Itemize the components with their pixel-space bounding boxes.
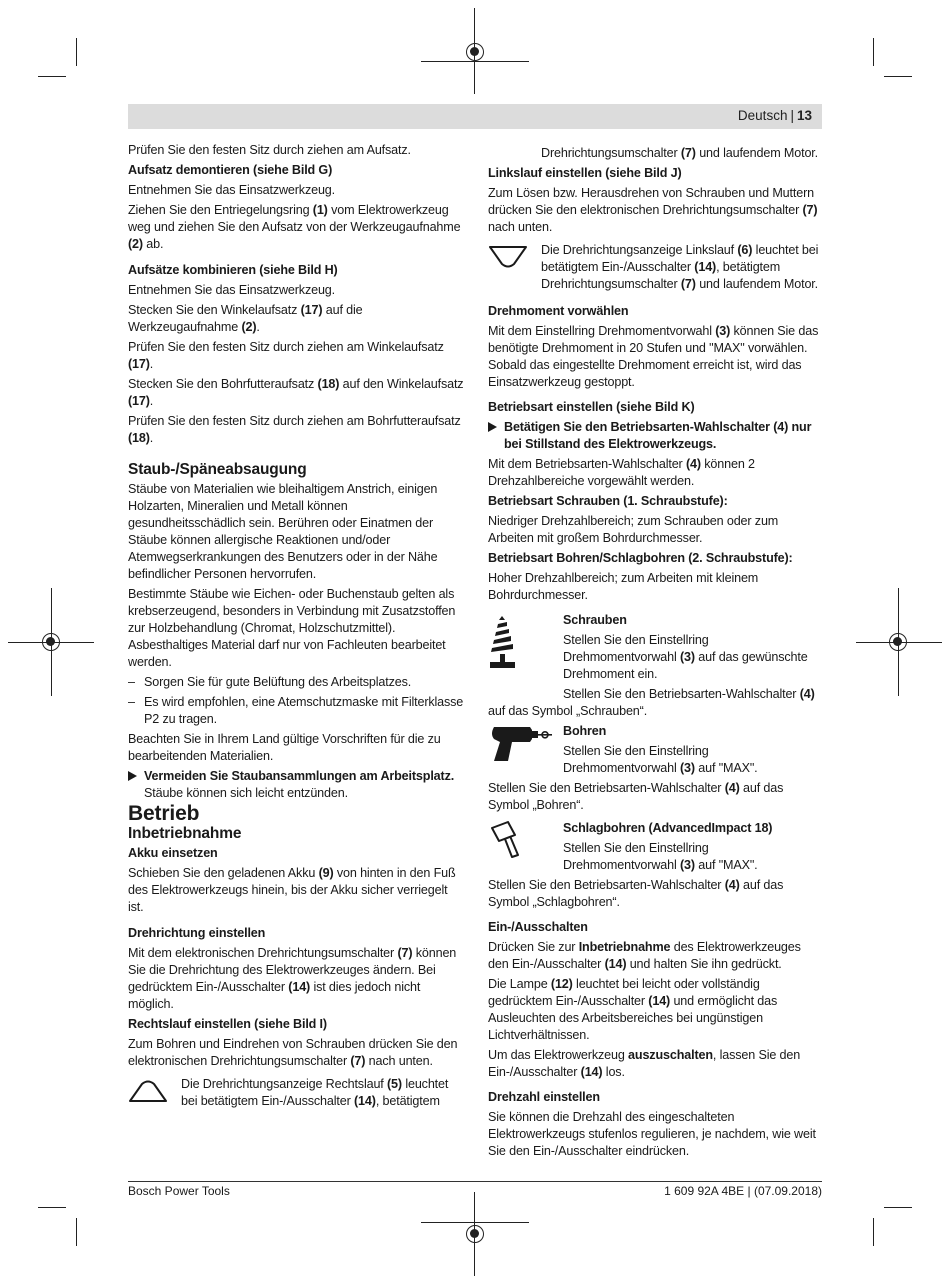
- section-heading: Drehzahl einstellen: [488, 1090, 600, 1104]
- subheading: Schlagbohren (AdvancedImpact 18): [563, 821, 773, 835]
- crop-mark: [76, 38, 77, 66]
- section-heading: Rechtslauf einstellen (siehe Bild I): [128, 1017, 327, 1031]
- paragraph: Stellen Sie den Einstellring Drehmomentvorwahl (3) auf "MAX".: [563, 744, 758, 775]
- paragraph: Die Drehrichtungsanzeige Linkslauf (6) leuchtet bei betätigtem Ein-/Ausschalter (14), betätigtem Drehrichtungsumschalter (7) und laufendem Motor.: [541, 243, 819, 291]
- section-heading: Inbetriebnahme: [128, 825, 242, 842]
- paragraph: Um das Elektrowerkzeug auszuschalten, lassen Sie den Ein-/Ausschalter (14) los.: [488, 1048, 801, 1079]
- paragraph: Stellen Sie den Betriebsarten-Wahlschalter (4): [563, 687, 815, 701]
- section-heading: Aufsatz demontieren (siehe Bild G): [128, 163, 333, 177]
- registration-mark-bottom: [466, 1225, 484, 1243]
- paragraph: Drehrichtungsumschalter (7) und laufendem Motor.: [541, 146, 819, 160]
- paragraph: Mit dem elektronischen Drehrichtungsumschalter (7) können Sie die Drehrichtung des Elektrowerkzeuges ändern. Bei gedrücktem Ein-/Ausschalter (14) ist dies jedoch nicht möglich.: [128, 946, 457, 1011]
- section-heading: Staub-/Späneabsaugung: [128, 461, 307, 478]
- paragraph: Hoher Drehzahlbereich; zum Arbeiten mit kleinem Bohrdurchmesser.: [488, 571, 759, 602]
- arrow-bullet-icon: [488, 422, 497, 432]
- left-column: [128, 142, 464, 1113]
- paragraph: Entnehmen Sie das Einsatzwerkzeug.: [128, 283, 336, 297]
- screw-mode-icon: [488, 614, 518, 675]
- subheading: Bohren: [563, 724, 607, 738]
- footer-rule: [128, 1181, 822, 1182]
- paragraph: Ziehen Sie den Entriegelungsring (1) vom Elektrowerkzeug weg und ziehen Sie den Aufsatz von der Werkzeugaufnahme (2) ab.: [128, 203, 461, 251]
- paragraph: auf das Symbol „Schrauben“.: [488, 704, 648, 718]
- warning-item: Betätigen Sie den Betriebsarten-Wahlschalter (4) nur bei Stillstand des Elektrowerkzeugs.: [488, 419, 822, 453]
- paragraph: Stellen Sie den Einstellring Drehmomentvorwahl (3) auf das gewünschte Drehmoment ein.: [563, 633, 808, 681]
- paragraph: Schieben Sie den geladenen Akku (9) von hinten in den Fuß des Elektrowerkzeugs hinein, bis der Akku sicher verriegelt ist.: [128, 866, 456, 914]
- section-heading: Aufsätze kombinieren (siehe Bild H): [128, 263, 338, 277]
- paragraph: Prüfen Sie den festen Sitz durch ziehen am Winkelaufsatz (17).: [128, 340, 444, 371]
- paragraph: Niedriger Drehzahlbereich; zum Schrauben oder zum Arbeiten mit großem Bohrdurchmesser.: [488, 514, 779, 545]
- registration-line: [421, 1222, 529, 1223]
- paragraph: Zum Bohren und Eindrehen von Schrauben drücken Sie den elektronischen Drehrichtungsumschalter (7) nach unten.: [128, 1037, 458, 1068]
- subheading: Betriebsart Bohren/Schlagbohren (2. Schraubstufe):: [488, 551, 793, 565]
- subheading: Schrauben: [563, 613, 627, 627]
- section-heading: Linkslauf einstellen (siehe Bild J): [488, 166, 682, 180]
- list-item: – Sorgen Sie für gute Belüftung des Arbeitsplatzes.: [128, 674, 464, 691]
- paragraph: Stecken Sie den Bohrfutteraufsatz (18) auf den Winkelaufsatz (17).: [128, 377, 464, 408]
- warning-item: Vermeiden Sie Staubansammlungen am Arbeitsplatz. Stäube können sich leicht entzünden.: [128, 768, 464, 802]
- section-heading: Ein-/Ausschalten: [488, 920, 588, 934]
- left-rotation-indicator-icon: [488, 244, 528, 275]
- header-language: Deutsch: [737, 108, 788, 123]
- section-heading: Drehrichtung einstellen: [128, 926, 266, 940]
- arrow-bullet-icon: [128, 771, 137, 781]
- paragraph: Mit dem Einstellring Drehmomentvorwahl (3) können Sie das benötigte Drehmoment in 20 Stufen und "MAX" vorwählen. Sobald das eingestellte Drehmoment erreicht ist, wird das Einsatzwerkzeug gestoppt.: [488, 324, 819, 389]
- right-rotation-indicator-icon: [128, 1080, 168, 1109]
- crop-mark: [884, 76, 912, 77]
- mode-screw-block: [488, 612, 822, 683]
- indicator-row: [488, 242, 822, 293]
- section-heading: Drehmoment vorwählen: [488, 304, 629, 318]
- paragraph: Die Drehrichtungsanzeige Rechtslauf (5) leuchtet bei betätigtem Ein-/Ausschalter (14), betätigtem: [181, 1077, 449, 1108]
- section-heading: Akku einsetzen: [128, 846, 218, 860]
- paragraph: Stellen Sie den Betriebsarten-Wahlschalter (4) auf das Symbol „Schlagbohren“.: [488, 878, 784, 909]
- paragraph: Die Lampe (12) leuchtet bei leicht oder vollständig gedrücktem Ein-/Ausschalter (14) und ermöglicht das Ausleuchten des Arbeitsbereiches bei ungünstigen Lichtverhältnissen.: [488, 977, 778, 1042]
- hammer-drill-mode-icon: [488, 820, 524, 867]
- subheading: Betriebsart Schrauben (1. Schraubstufe):: [488, 494, 728, 508]
- mode-drill-block: [488, 723, 822, 777]
- crop-mark: [873, 38, 874, 66]
- paragraph: Stecken Sie den Winkelaufsatz (17) auf die Werkzeugaufnahme (2).: [128, 303, 363, 334]
- footer-brand: Bosch Power Tools: [128, 1184, 230, 1198]
- header-text: Deutsch | 13: [737, 108, 812, 123]
- paragraph: Stellen Sie den Betriebsarten-Wahlschalter (4) auf das Symbol „Bohren“.: [488, 781, 784, 812]
- paragraph: Prüfen Sie den festen Sitz durch ziehen am Aufsatz.: [128, 143, 411, 157]
- crop-mark: [76, 1218, 77, 1246]
- registration-mark-right: [889, 633, 907, 651]
- paragraph: Stellen Sie den Einstellring Drehmomentvorwahl (3) auf "MAX".: [563, 841, 758, 872]
- right-column: [488, 145, 822, 1163]
- paragraph: Entnehmen Sie das Einsatzwerkzeug.: [128, 183, 336, 197]
- crop-mark: [38, 76, 66, 77]
- crop-mark: [873, 1218, 874, 1246]
- page-header: [128, 104, 822, 129]
- registration-mark-top: [466, 43, 484, 61]
- list-item: – Es wird empfohlen, eine Atemschutzmaske mit Filterklasse P2 zu tragen.: [128, 694, 464, 728]
- paragraph: Stäube von Materialien wie bleihaltigem Anstrich, einigen Holzarten, Mineralien und Metall können gesundheitsschädlich sein. Berühren oder Einatmen der Stäube können allergische Reaktionen und/oder Atemwegserkrankungen des Benutzers oder in der Nähe befindlicher Personen hervorrufen.: [128, 482, 438, 581]
- page-number: 13: [796, 108, 812, 123]
- crop-mark: [38, 1207, 66, 1208]
- registration-line: [421, 61, 529, 62]
- paragraph: Mit dem Betriebsarten-Wahlschalter (4) können 2 Drehzahlbereiche vorgewählt werden.: [488, 457, 755, 488]
- paragraph: Zum Lösen bzw. Herausdrehen von Schrauben und Muttern drücken Sie den elektronischen Drehrichtungsumschalter (7) nach unten.: [488, 186, 818, 234]
- paragraph: Beachten Sie in Ihrem Land gültige Vorschriften für die zu bearbeitenden Materialien.: [128, 732, 441, 763]
- registration-mark-left: [42, 633, 60, 651]
- drill-mode-icon: [488, 725, 554, 768]
- paragraph: Prüfen Sie den festen Sitz durch ziehen am Bohrfutteraufsatz (18).: [128, 414, 461, 445]
- paragraph: Bestimmte Stäube wie Eichen- oder Buchenstaub gelten als krebserzeugend, besonders in Verbindung mit Zusatzstoffen zur Holzbehandlung (Chromat, Holzschutzmittel). Asbesthaltiges Material darf nur von Fachleuten bearbeitet werden.: [128, 587, 456, 669]
- paragraph: Sie können die Drehzahl des eingeschalteten Elektrowerkzeugs stufenlos regulieren, je nachdem, wie weit Sie den Ein-/Ausschalter eindrücken.: [488, 1110, 816, 1158]
- crop-mark: [884, 1207, 912, 1208]
- footer-doc-id: 1 609 92A 4BE | (07.09.2018): [664, 1184, 822, 1198]
- chapter-heading: Betrieb: [128, 802, 200, 825]
- mode-hammer-block: [488, 820, 822, 874]
- indicator-row: [128, 1076, 464, 1110]
- paragraph: Drücken Sie zur Inbetriebnahme des Elektrowerkzeuges den Ein-/Ausschalter (14) und halten Sie ihn gedrückt.: [488, 940, 801, 971]
- section-heading: Betriebsart einstellen (siehe Bild K): [488, 400, 695, 414]
